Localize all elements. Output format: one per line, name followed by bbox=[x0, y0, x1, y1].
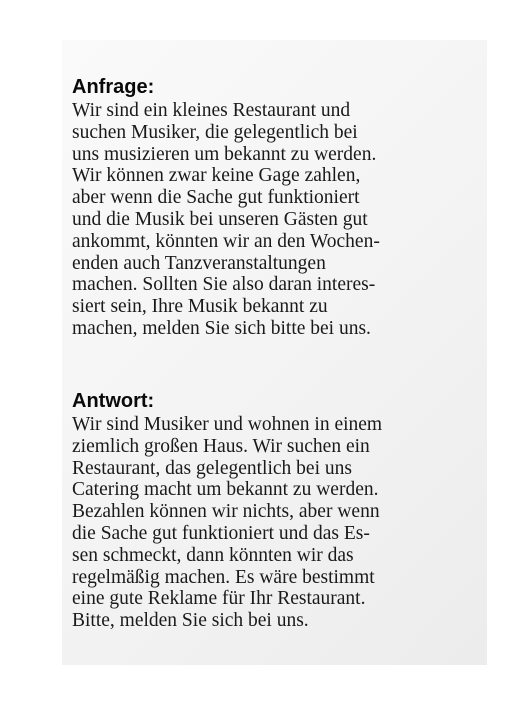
anfrage-line: machen, melden Sie sich bitte bei uns. bbox=[72, 317, 371, 339]
antwort-heading: Antwort: bbox=[72, 390, 155, 412]
antwort-line: Bitte, melden Sie sich bei uns. bbox=[72, 610, 309, 632]
antwort-line: Wir sind Musiker und wohnen in einem bbox=[72, 414, 383, 435]
antwort-line: sen schmeckt, dann könnten wir das bbox=[72, 544, 354, 566]
anfrage-line: enden auch Tanzveranstaltungen bbox=[72, 252, 326, 274]
anfrage-line: Wir sind ein kleines Restaurant und bbox=[72, 100, 351, 121]
anfrage-line: und die Musik bei unseren Gästen gut bbox=[72, 208, 368, 230]
antwort-section bbox=[72, 390, 492, 632]
anfrage-body bbox=[72, 100, 492, 340]
antwort-line: eine gute Reklame für Ihr Restaurant. bbox=[72, 588, 366, 610]
anfrage-line: aber wenn die Sache gut funktioniert bbox=[72, 187, 360, 209]
antwort-line: regelmäßig machen. Es wäre bestimmt bbox=[72, 566, 375, 588]
anfrage-line: Wir können zwar keine Gage zahlen, bbox=[72, 165, 361, 187]
anfrage-line: machen. Sollten Sie also daran interes- bbox=[72, 274, 376, 296]
anfrage-line: uns musizieren um bekannt zu werden. bbox=[72, 143, 377, 165]
anfrage-section bbox=[72, 76, 492, 340]
anfrage-line: ankommt, könnten wir an den Wochen- bbox=[72, 230, 380, 252]
antwort-line: Restaurant, das gelegentlich bei uns bbox=[72, 457, 352, 479]
anfrage-heading: Anfrage: bbox=[72, 76, 155, 98]
antwort-line: die Sache gut funktioniert und das Es- bbox=[72, 522, 370, 544]
anfrage-line: suchen Musiker, die gelegentlich bei bbox=[72, 121, 358, 143]
antwort-line: Catering macht um bekannt zu werden. bbox=[72, 479, 379, 501]
anfrage-line: siert sein, Ihre Musik bekannt zu bbox=[72, 296, 328, 318]
antwort-line: ziemlich großen Haus. Wir suchen ein bbox=[72, 435, 370, 457]
antwort-body bbox=[72, 414, 492, 632]
antwort-line: Bezahlen können wir nichts, aber wenn bbox=[72, 501, 380, 523]
